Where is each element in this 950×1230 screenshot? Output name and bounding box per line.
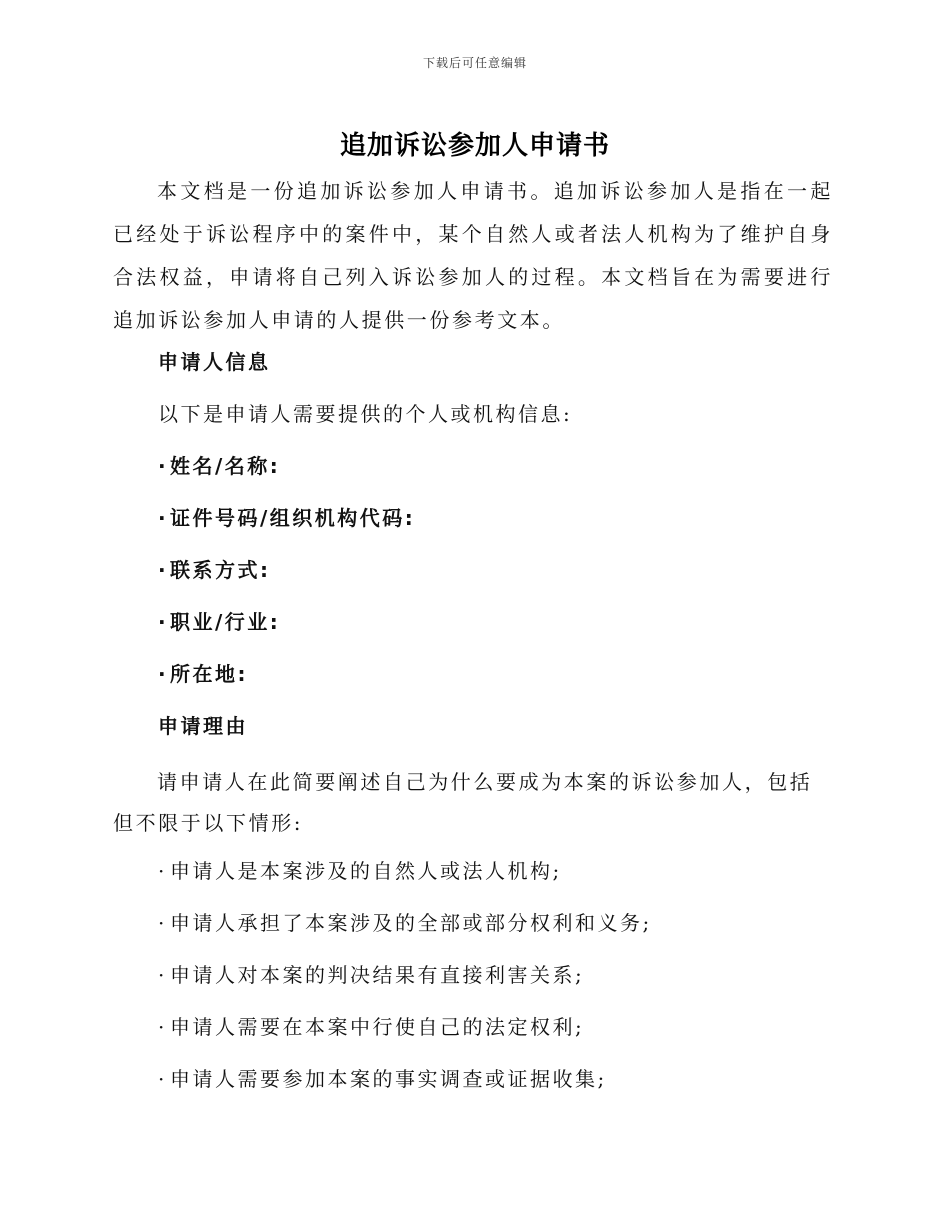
bullet-dot: ·	[158, 963, 165, 987]
reason-item	[158, 857, 562, 885]
reason-item	[158, 1065, 607, 1093]
bullet-dot: ·	[158, 859, 165, 883]
field-label: 职业/行业:	[170, 610, 281, 634]
header-note: 下载后可任意编辑	[422, 56, 527, 70]
reason-item	[158, 961, 584, 989]
bullet-dot: ·	[158, 506, 166, 530]
bullet-dot: ·	[158, 662, 166, 686]
bullet-dot: ·	[158, 558, 166, 582]
document-title: 追加诉讼参加人申请书	[339, 131, 610, 161]
field-label: 所在地:	[170, 662, 248, 686]
bullet-dot: ·	[158, 1015, 165, 1039]
bullet-dot: ·	[158, 454, 166, 478]
reason-text: 申请人是本案涉及的自然人或法人机构;	[170, 859, 562, 883]
applicant-info-description: 以下是申请人需要提供的个人或机构信息:	[158, 402, 573, 426]
reason-text: 申请人承担了本案涉及的全部或部分权利和义务;	[170, 911, 652, 935]
reason-text: 申请人需要在本案中行使自己的法定权利;	[170, 1015, 585, 1039]
reason-item	[158, 909, 652, 937]
applicant-info-heading: 申请人信息	[158, 350, 271, 374]
bullet-dot: ·	[158, 610, 166, 634]
applicant-field-contact	[158, 556, 271, 584]
intro-paragraph: 本文档是一份追加诉讼参加人申请书。追加诉讼参加人是指在一起已经处于诉讼程序中的案件中，某个自然人或者法人机构为了维护自身合法权益，申请将自己列入诉讼参加人的过程。本文档旨在为需要进行追加诉讼参加人申请的人提供一份参考文本。	[113, 179, 833, 332]
bullet-dot: ·	[158, 911, 165, 935]
field-label: 证件号码/组织机构代码:	[170, 506, 416, 530]
field-label: 姓名/名称:	[170, 454, 281, 478]
reasons-heading: 申请理由	[158, 714, 248, 738]
reason-item	[158, 1013, 584, 1041]
reason-text: 申请人对本案的判决结果有直接利害关系;	[170, 963, 585, 987]
applicant-field-location	[158, 660, 248, 688]
reasons-description: 请申请人在此简要阐述自己为什么要成为本案的诉讼参加人，包括但不限于以下情形:	[113, 770, 813, 835]
bullet-dot: ·	[158, 1067, 165, 1091]
applicant-field-id	[158, 504, 415, 532]
reason-text: 申请人需要参加本案的事实调查或证据收集;	[170, 1067, 607, 1091]
field-label: 联系方式:	[170, 558, 271, 582]
applicant-field-occupation	[158, 608, 280, 636]
applicant-field-name	[158, 452, 280, 480]
